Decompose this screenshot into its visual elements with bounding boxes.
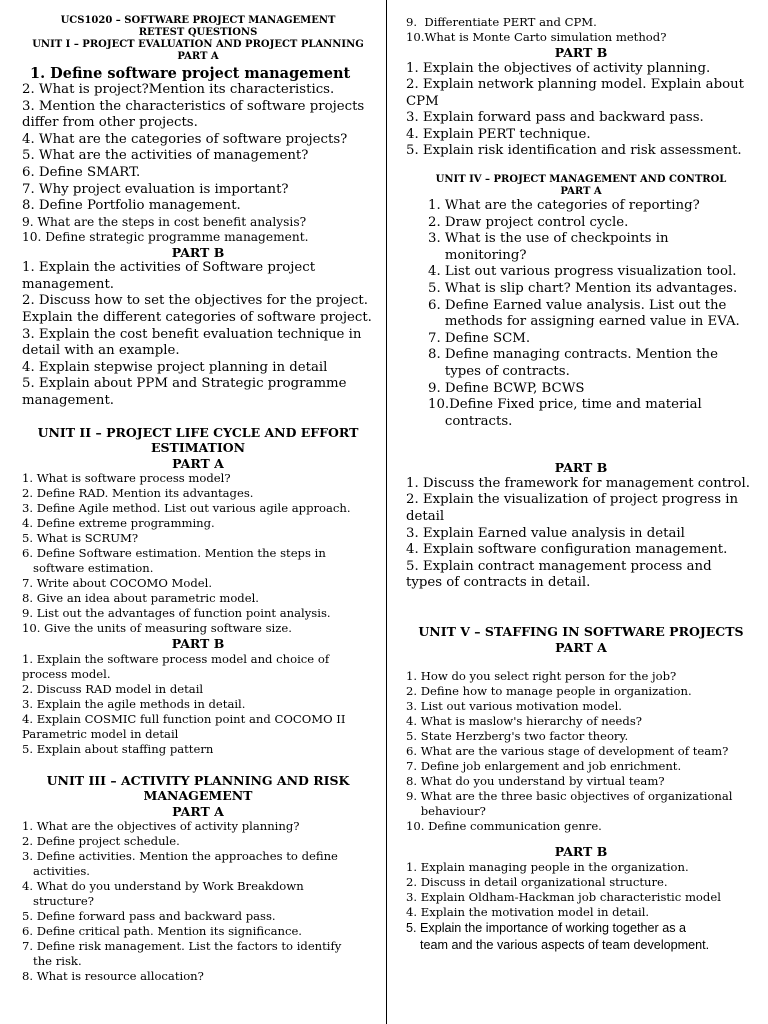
unit5-part-a-heading: PART A (555, 639, 607, 655)
list-item: 7. Define risk management. List the factors to identify (22, 939, 342, 954)
list-item: 7. Write about COCOMO Model. (22, 576, 213, 591)
unit4-part-b-list (406, 476, 756, 592)
list-item: 2. Draw project control cycle. (428, 214, 629, 230)
list-item: 9. What are the steps in cost benefit analysis? (22, 214, 307, 229)
unit4-part-a-list (406, 198, 756, 430)
list-item: 1. Explain the software process model and choice of (22, 651, 330, 666)
list-item: 2. Define RAD. Mention its advantages. (22, 486, 254, 501)
list-item: software estimation. (22, 561, 154, 576)
left-column (22, 0, 374, 984)
list-item: 3. Explain Oldham-Hackman job characteristic model (406, 889, 721, 904)
list-item: 1. Explain the activities of Software project (22, 260, 316, 276)
list-item: team and the various aspects of team development. (406, 937, 710, 952)
list-item: methods for assigning earned value in EVA. (428, 314, 740, 330)
unit1-title: UNIT I – PROJECT EVALUATION AND PROJECT PLANNING (32, 39, 364, 50)
list-item: 5. Explain the importance of working together as a (406, 920, 687, 935)
list-item: 4. Explain PERT technique. (406, 126, 591, 142)
unit5-part-b-heading: PART B (554, 844, 608, 860)
list-item: 1. Explain managing people in the organization. (406, 859, 689, 874)
list-item: 3. Explain the cost benefit evaluation technique in (22, 326, 362, 342)
list-item: 8. Define Portfolio management. (22, 198, 241, 214)
list-item: 3. Explain the agile methods in detail. (22, 696, 246, 711)
list-item: 5. What is slip chart? Mention its advantages. (428, 281, 738, 297)
list-item: 5. Define forward pass and backward pass. (22, 909, 276, 924)
list-item: structure? (22, 894, 94, 909)
list-item: 5. What are the activities of management? (22, 148, 309, 164)
list-item: 5. State Herzberg's two factor theory. (406, 729, 629, 744)
list-item: 10. Define strategic programme management. (22, 229, 309, 244)
list-item: Parametric model in detail (22, 726, 179, 741)
unit3-part-b-list (406, 61, 756, 161)
list-item: 3. List out various motivation model. (406, 699, 622, 714)
list-item: management. (22, 393, 115, 408)
list-item: 3. Mention the characteristics of software projects (22, 98, 365, 114)
list-item: activities. (22, 864, 90, 879)
list-item: 1. What are the objectives of activity planning? (22, 819, 300, 834)
unit3-part-a-heading: PART A (172, 803, 224, 819)
unit3-title: UNIT III – ACTIVITY PLANNING AND RISK (46, 772, 350, 788)
list-item: detail (406, 509, 445, 525)
list-item: 3. What is the use of checkpoints in (428, 231, 669, 247)
right-column (406, 0, 756, 954)
list-item: 8. Give an idea about parametric model. (22, 591, 259, 606)
unit2-title-line2: ESTIMATION (150, 440, 246, 456)
list-item: 4. What do you understand by Work Breakdown (22, 879, 304, 894)
unit1-part-b-list (22, 260, 374, 409)
list-item: 1. Discuss the framework for management control. (406, 475, 750, 491)
unit2-part-a-heading: PART A (172, 455, 224, 471)
list-item: 1. What is software process model? (22, 471, 231, 486)
list-item: 8. Define managing contracts. Mention the (428, 347, 718, 363)
list-item: 9. Define BCWP, BCWS (428, 380, 585, 396)
list-item: 9. List out the advantages of function point analysis. (22, 606, 331, 621)
list-item: 5. Explain risk identification and risk assessment. (406, 143, 742, 159)
list-item: 3. Define activities. Mention the approaches to define (22, 849, 338, 864)
unit3-title-line2: MANAGEMENT (143, 788, 253, 804)
list-item: 6. Define Earned value analysis. List out the (428, 297, 727, 313)
list-item: 3. Explain forward pass and backward pass. (406, 110, 704, 126)
list-item: 1. Explain the objectives of activity planning. (406, 60, 711, 76)
list-item: 6. Define SMART. (22, 164, 141, 180)
list-item: 5. What is SCRUM? (22, 531, 139, 546)
retest-subtitle: RETEST QUESTIONS (138, 27, 258, 38)
list-item: Explain the different categories of software project. (22, 310, 372, 326)
unit2-part-b-heading: PART B (171, 636, 225, 652)
list-item: 2. Discuss in detail organizational structure. (406, 874, 668, 889)
list-item: 6. Define Software estimation. Mention the steps in (22, 546, 326, 561)
list-item: 4. Explain stepwise project planning in detail (22, 359, 328, 375)
list-item: 1. What are the categories of reporting? (428, 198, 700, 214)
list-item: 1. Define software project management (30, 65, 351, 82)
list-item: 4. Explain COSMIC full function point and COCOMO II (22, 711, 346, 726)
unit3-part-a-list (22, 819, 374, 984)
unit5-title: UNIT V – STAFFING IN SOFTWARE PROJECTS (418, 624, 744, 640)
list-item: 6. Define critical path. Mention its significance. (22, 924, 302, 939)
unit3-part-a-continued (406, 15, 756, 45)
list-item: 10. Give the units of measuring software size. (22, 621, 292, 636)
unit1-part-a-list (22, 65, 374, 245)
list-item: 9. What are the three basic objectives of organizational (406, 789, 733, 804)
list-item: 3. Explain Earned value analysis in detail (406, 525, 685, 541)
list-item: 4. What are the categories of software projects? (22, 131, 348, 147)
list-item: 8. What do you understand by virtual team? (406, 774, 665, 789)
unit4-title: UNIT IV – PROJECT MANAGEMENT AND CONTROL (435, 174, 727, 186)
course-title: UCS1020 – SOFTWARE PROJECT MANAGEMENT (60, 15, 336, 26)
list-item: 7. Why project evaluation is important? (22, 181, 289, 197)
list-item: 2. Explain network planning model. Explain about (406, 77, 745, 93)
unit5-part-a-list (406, 669, 756, 834)
list-item: 2. Define project schedule. (22, 834, 180, 849)
list-item: 7. Define job enlargement and job enrichment. (406, 759, 682, 774)
list-item: CPM (406, 93, 439, 109)
list-item: contracts. (428, 413, 513, 429)
column-divider (386, 0, 387, 1024)
unit4-part-b-heading: PART B (554, 460, 608, 476)
list-item: monitoring? (428, 247, 527, 263)
list-item: 3. Define Agile method. List out various agile approach. (22, 501, 351, 516)
list-item: 2. Discuss RAD model in detail (22, 681, 204, 696)
list-item: 8. What is resource allocation? (22, 969, 204, 984)
list-item: 6. What are the various stage of development of team? (406, 744, 729, 759)
list-item: detail with an example. (22, 343, 180, 359)
unit2-title: UNIT II – PROJECT LIFE CYCLE AND EFFORT (37, 424, 359, 440)
list-item: 1. How do you select right person for the job? (406, 669, 677, 684)
list-item: 9. Differentiate PERT and CPM. (406, 15, 597, 29)
list-item: 4. Define extreme programming. (22, 516, 215, 531)
unit2-part-b-list (22, 652, 374, 757)
list-item: 4. List out various progress visualization tool. (428, 264, 737, 280)
list-item: 2. Discuss how to set the objectives for the project. (22, 293, 368, 309)
list-item: 5. Explain about staffing pattern (22, 741, 214, 756)
list-item: 7. Define SCM. (428, 330, 531, 346)
unit1-part-b-heading: PART B (171, 244, 225, 260)
list-item: 4. What is maslow's hierarchy of needs? (406, 714, 642, 729)
list-item: types of contracts in detail. (406, 575, 591, 591)
list-item: 4. Explain software configuration management. (406, 542, 728, 558)
list-item: 10.Define Fixed price, time and material (428, 397, 702, 413)
list-item: 10.What is Monte Carto simulation method? (406, 30, 667, 44)
list-item: behaviour? (406, 804, 486, 819)
unit3-part-b-heading: PART B (554, 45, 608, 60)
unit5-part-b-list (406, 860, 756, 954)
unit1-part-a-heading: PART A (177, 51, 219, 62)
list-item: 10. Define communication genre. (406, 819, 602, 834)
list-item: types of contracts. (428, 364, 570, 379)
list-item: management. (22, 276, 115, 292)
list-item: differ from other projects. (22, 115, 198, 131)
list-item: 5. Explain contract management process and (406, 558, 712, 574)
list-item: 5. Explain about PPM and Strategic programme (22, 376, 347, 392)
list-item: 4. Explain the motivation model in detail. (406, 904, 650, 919)
list-item: the risk. (22, 954, 82, 969)
list-item: 2. Explain the visualization of project progress in (406, 492, 739, 508)
list-item: 2. What is project?Mention its characteristics. (22, 82, 335, 97)
list-item: 2. Define how to manage people in organization. (406, 684, 692, 699)
list-item: process model. (22, 666, 111, 681)
unit4-part-a-heading: PART A (560, 186, 602, 198)
unit2-part-a-list (22, 471, 374, 636)
